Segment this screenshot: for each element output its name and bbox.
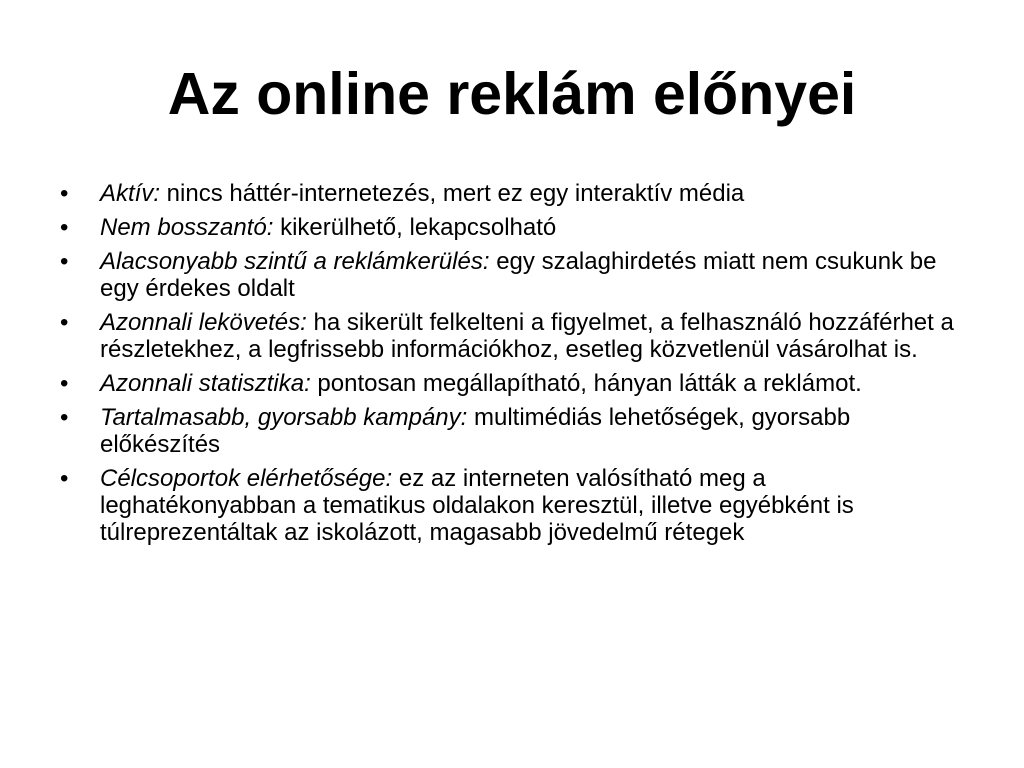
bullet-item (60, 180, 960, 207)
bullet-term: Tartalmasabb, gyorsabb kampány: (100, 404, 468, 431)
bullet-item (60, 370, 960, 397)
bullet-icon: • (60, 404, 69, 431)
bullet-icon: • (60, 180, 69, 207)
bullet-icon: • (60, 309, 69, 336)
bullet-text: nincs háttér-internetezés, mert ez egy interaktív média (160, 180, 745, 207)
bullet-text: ha sikerült felkelteni a figyelmet, a felhasználó hozzáférhet a részletekhez, a legfrissebb információkhoz, esetleg közvetlenül vásárolhat is. (100, 309, 954, 363)
bullet-item (60, 214, 960, 241)
bullet-term: Célcsoportok elérhetősége: (100, 465, 393, 492)
bullet-term: Azonnali statisztika: (100, 370, 311, 397)
bullet-text: kikerülhető, lekapcsolható (273, 214, 557, 241)
bullet-term: Aktív: (100, 180, 161, 207)
bullet-icon: • (60, 465, 69, 492)
slide-title: Az online reklám előnyei (167, 61, 857, 127)
bullet-icon: • (60, 248, 69, 275)
bullet-item (60, 404, 960, 458)
bullet-text: egy szalaghirdetés miatt nem csukunk be egy érdekes oldalt (100, 248, 937, 302)
bullet-icon: • (60, 370, 69, 397)
bullet-item (60, 309, 960, 363)
bullet-icon: • (60, 214, 69, 241)
bullet-text: pontosan megállapítható, hányan látták a reklámot. (310, 370, 862, 397)
bullet-term: Alacsonyabb szintű a reklámkerülés: (100, 248, 490, 275)
bullet-list (60, 180, 960, 553)
bullet-term: Azonnali lekövetés: (100, 309, 307, 336)
bullet-item (60, 465, 960, 546)
bullet-item (60, 248, 960, 302)
bullet-text: ez az interneten valósítható meg a leghatékonyabban a tematikus oldalakon keresztül, illetve egyébként is túlreprezentáltak az iskolázott, magasabb jövedelmű rétegek (100, 465, 854, 546)
bullet-term: Nem bosszantó: (100, 214, 274, 241)
bullet-text: multimédiás lehetőségek, gyorsabb előkészítés (100, 404, 851, 458)
